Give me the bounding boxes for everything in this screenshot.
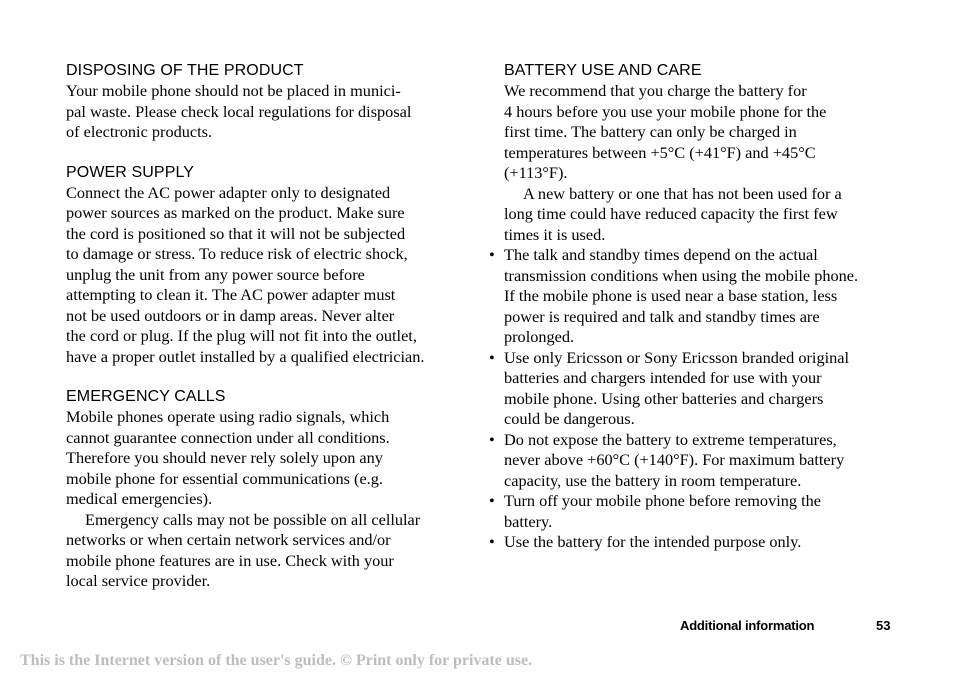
bullet-icon: •: [489, 532, 495, 551]
section-emergency-calls: [66, 387, 458, 592]
section-battery: [489, 61, 894, 553]
text-line: the cord or plug. If the plug will not fit into the outlet,: [66, 326, 417, 345]
bullet-item: [489, 532, 894, 553]
text-line: have a proper outlet installed by a qualified electrician.: [66, 346, 425, 366]
text-line: If the mobile phone is used near a base station, less: [504, 286, 838, 305]
heading-power-supply: POWER SUPPLY: [66, 163, 195, 181]
text-line: medical emergencies).: [66, 489, 213, 508]
text-line: The talk and standby times depend on the actual: [504, 245, 818, 264]
text-line: of electronic products.: [66, 122, 213, 141]
text-line: pal waste. Please check local regulations for disposal: [66, 101, 412, 121]
bullet-icon: •: [489, 491, 495, 510]
text-line: not be used outdoors or in damp areas. Never alter: [66, 305, 395, 325]
bullet-item: [489, 429, 894, 492]
text-line: mobile phone features are in use. Check with your: [66, 550, 394, 570]
text-line: times it is used.: [504, 224, 606, 244]
text-line: (+113°F).: [504, 163, 568, 182]
paragraph-emergency-1: [66, 407, 458, 510]
text-line: local service provider.: [66, 571, 211, 590]
text-line: transmission conditions when using the mobile phone.: [504, 265, 859, 285]
text-line: Your mobile phone should not be placed in munici-: [66, 81, 401, 100]
text-line: batteries and chargers intended for use with your: [504, 368, 822, 387]
text-line: mobile phone for essential communications (e.g.: [66, 468, 383, 488]
bullet-icon: •: [489, 429, 495, 449]
text-line: Use the battery for the intended purpose only.: [504, 532, 802, 551]
paragraph-battery-1: [504, 81, 894, 184]
text-line: to damage or stress. To reduce risk of electric shock,: [66, 244, 408, 263]
left-column: [66, 61, 458, 612]
footer-section-title: Additional information: [680, 618, 815, 633]
page-number: 53: [876, 618, 891, 633]
heading-disposing: DISPOSING OF THE PRODUCT: [66, 62, 304, 79]
watermark-notice: This is the Internet version of the user's guide. © Print only for private use.: [20, 652, 533, 669]
right-column: [489, 61, 894, 573]
text-line: Emergency calls may not be possible on all cellular: [85, 509, 421, 529]
text-line: Turn off your mobile phone before removing the: [504, 491, 821, 510]
text-line: power is required and talk and standby times are: [504, 306, 820, 326]
text-line: prolonged.: [504, 327, 575, 346]
text-line: temperatures between +5°C (+41°F) and +45°C: [504, 142, 816, 162]
text-line: A new battery or one that has not been used for a: [523, 183, 842, 203]
text-line: We recommend that you charge the battery for: [504, 81, 807, 100]
bullet-item: [489, 245, 894, 348]
paragraph-emergency-2: [66, 510, 458, 592]
battery-bullet-list: [489, 245, 894, 553]
paragraph-disposing: [66, 81, 458, 143]
bullet-item: [489, 491, 894, 532]
text-line: capacity, use the battery in room temperature.: [504, 470, 802, 490]
text-line: Do not expose the battery to extreme temperatures,: [504, 429, 837, 449]
bullet-item: [489, 347, 894, 430]
bullet-icon: •: [489, 347, 495, 367]
text-line: Use only Ericsson or Sony Ericsson branded original: [504, 347, 850, 367]
section-disposing: [66, 61, 458, 143]
text-line: 4 hours before you use your mobile phone for the: [504, 101, 827, 121]
heading-emergency-calls: EMERGENCY CALLS: [66, 388, 226, 405]
text-line: cannot guarantee connection under all conditions.: [66, 427, 390, 447]
text-line: battery.: [504, 511, 553, 531]
text-line: power sources as marked on the product. Make sure: [66, 203, 405, 222]
paragraph-battery-2: [504, 184, 894, 246]
text-line: networks or when certain network services and/or: [66, 530, 391, 549]
heading-battery: BATTERY USE AND CARE: [504, 62, 702, 79]
text-line: Therefore you should never rely solely upon any: [66, 448, 383, 467]
text-line: first time. The battery can only be charged in: [504, 122, 797, 141]
text-line: never above +60°C (+140°F). For maximum battery: [504, 450, 845, 469]
text-line: Mobile phones operate using radio signals, which: [66, 407, 390, 426]
paragraph-power-supply: [66, 183, 458, 368]
section-power-supply: [66, 163, 458, 368]
text-line: the cord is positioned so that it will not be subjected: [66, 223, 406, 243]
bullet-icon: •: [489, 245, 495, 264]
text-line: Connect the AC power adapter only to designated: [66, 182, 391, 202]
text-line: mobile phone. Using other batteries and chargers: [504, 388, 824, 408]
text-line: long time could have reduced capacity the first few: [504, 204, 838, 223]
text-line: could be dangerous.: [504, 409, 635, 428]
text-line: unplug the unit from any power source before: [66, 264, 365, 284]
text-line: attempting to clean it. The AC power adapter must: [66, 285, 396, 304]
